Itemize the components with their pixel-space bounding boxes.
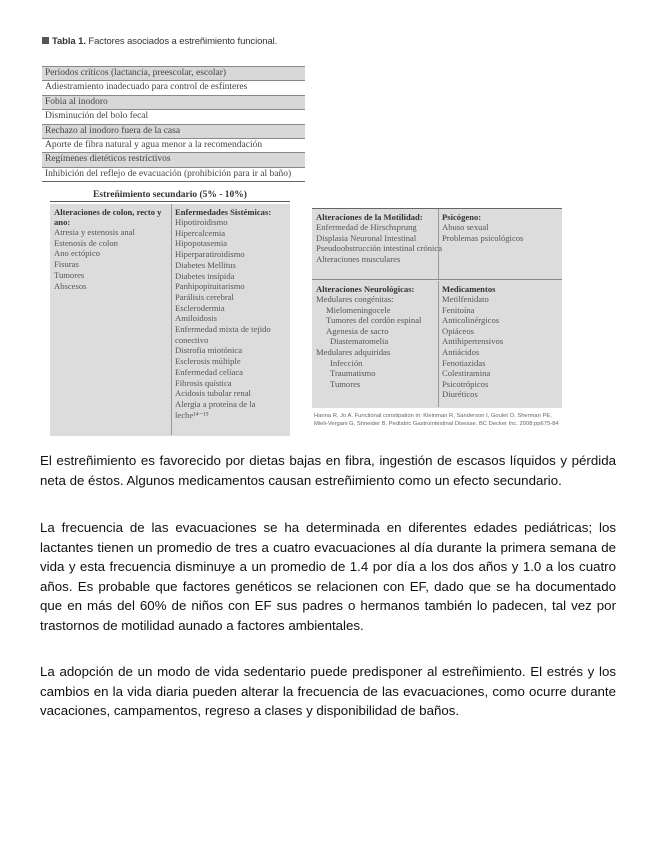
colon-rectum-anus-column	[54, 207, 167, 291]
systemic-disease-item: Enfermedad mixta de tejido conectivo	[175, 324, 271, 345]
psychogenic-item: Abuso sexual	[442, 222, 489, 232]
medication-item: Metilfenidato	[442, 294, 489, 304]
motility-column	[316, 212, 443, 264]
systemic-disease-item: Parálisis cerebral	[175, 291, 234, 302]
systemic-diseases-header: Enfermedades Sistémicas:	[175, 207, 272, 217]
systemic-disease-item: Diabetes insípida	[175, 270, 235, 281]
systemic-diseases-column	[171, 204, 291, 435]
medication-item: Antihipertensivos	[442, 336, 504, 347]
systemic-disease-item: Hiperparatiroidismo	[175, 249, 245, 260]
neuro-item: Tumores del cordón espinal	[326, 315, 422, 326]
motility-item: Enfermedad de Hirschsprung	[316, 222, 417, 232]
systemic-disease-item: Acidosis tubular renal	[175, 388, 251, 399]
risk-factor-row: Adiestramiento inadecuado para control de esfínteres	[42, 80, 305, 94]
motility-item: Alteraciones musculares	[316, 253, 401, 264]
paragraph-2: La frecuencia de las evacuaciones se ha determinada en diferentes edades pediátricas; los lactantes tienen un promedio de tres a cuatro evacuaciones al día durante la primera semana de vida y esta frecuencia disminuye a un promedio de 1.4 por día a los dos años y 1.0 a los cuatro años. Es probable que factores genéticos se relacionen con EF, dado que se ha documentado que en más del 60% de niños con EF sus padres o hermanos también lo padecen, tal vez por trastornos de motilidad aunado a factores ambientales.	[40, 520, 616, 633]
neuro-item: Medulares adquiridas	[316, 346, 391, 357]
risk-factor-row: Disminución del bolo fecal	[42, 109, 305, 123]
risk-factor-row: Rechazo al inodoro fuera de la casa	[42, 124, 305, 138]
caption-square-icon	[42, 37, 49, 44]
colon-condition-item: Atresia y estenosis anal	[54, 227, 135, 237]
secondary-constipation-table	[50, 204, 290, 436]
colon-condition-item: Fisuras	[54, 259, 79, 270]
systemic-disease-item: Diabetes Mellitus	[175, 259, 236, 270]
secondary-table-title: Estreñimiento secundario (5% - 10%)	[50, 190, 290, 202]
motility-item: Displasia Neuronal Intestinal	[316, 232, 417, 243]
neuro-header: Alteraciones Neurológicas:	[316, 284, 415, 294]
motility-neuro-table	[312, 208, 562, 408]
risk-factor-list	[42, 66, 305, 182]
paragraph-3: La adopción de un modo de vida sedentario puede predisponer al estreñimiento. El estrés y los cambios en la vida diaria pueden alterar la frecuencia de las evacuaciones, como ocurre durante vacaciones, campamentos, regreso a clases y disponibilidad de baños.	[40, 664, 616, 719]
neuro-item: Tumores	[330, 378, 361, 389]
paragraph-1: El estreñimiento es favorecido por dietas bajas en fibra, ingestión de escasos líquidos y pérdida neta de éstos. Algunos medicamentos causan estreñimiento como un efecto secundario.	[40, 453, 616, 488]
colon-condition-item: Abscesos	[54, 280, 87, 291]
systemic-disease-item: Alergia a proteína de la leche¹⁴⁻¹⁵	[175, 398, 256, 420]
colon-condition-item: Tumores	[54, 269, 85, 280]
neuro-item: Traumatismo	[330, 368, 376, 379]
risk-factor-row: Aporte de fibra natural y agua menor a la recomendación	[42, 138, 305, 152]
medication-item: Diuréticos	[442, 389, 478, 400]
systemic-disease-item: Hipotiroidismo	[175, 217, 228, 227]
medication-item: Antiácidos	[442, 346, 480, 357]
medication-item: Fenitoína	[442, 304, 475, 315]
colon-condition-item: Ano ectópico	[54, 248, 101, 259]
table-caption-label: Tabla 1.	[52, 36, 86, 47]
medications-column	[438, 281, 558, 407]
systemic-disease-item: Fibrosis quística	[175, 377, 232, 388]
risk-factor-row: Períodos críticos (lactancia, preescolar, escolar)	[42, 66, 305, 80]
neuro-item: Diastematomelia	[330, 336, 389, 347]
neuro-item: Medulares congénitas:	[316, 294, 394, 304]
systemic-disease-item: Distrofia miotónica	[175, 345, 243, 356]
systemic-disease-item: Hipopotasemia	[175, 238, 228, 249]
systemic-disease-item: Enfermedad celíaca	[175, 366, 243, 377]
neuro-item: Agenesia de sacro	[326, 325, 389, 336]
neuro-item: Infección	[330, 357, 363, 368]
medications-header: Medicamentos	[442, 284, 496, 294]
neuro-block	[312, 281, 562, 407]
medication-item: Anticolinérgicos	[442, 315, 500, 326]
colon-rectum-anus-header: Alteraciones de colon, recto y ano:	[54, 207, 162, 227]
colon-condition-item: Estenosis de colon	[54, 237, 118, 248]
neuro-column	[316, 284, 437, 389]
risk-factor-row: Inhibición del reflejo de evacuación (prohibición para ir al baño)	[42, 167, 305, 181]
medication-item: Psicotrópicos	[442, 378, 489, 389]
systemic-disease-item: Amiloidosis	[175, 313, 218, 324]
systemic-disease-item: Hipercalcemia	[175, 227, 226, 238]
medication-item: Opiáceos	[442, 325, 474, 336]
table-citation: Hanna R, Jo A. Functional constipation in: Kleinman R, Sanderson I, Goulet O, Sherman PE, Mieli-Vergani G, Shneider B. Pediatric Gastrointestinal Disease. BC Decker Inc. 2008:pp675-84	[314, 413, 559, 427]
motility-item: Pseudoobstrucción intestinal crónica	[316, 243, 443, 254]
motility-header: Alteraciones de la Motilidad:	[316, 212, 423, 222]
psychogenic-item: Problemas psicológicos	[442, 232, 524, 243]
motility-block	[312, 209, 562, 280]
systemic-disease-item: Esclerosis múltiple	[175, 356, 241, 367]
medication-item: Fenotiazidas	[442, 357, 486, 368]
psychogenic-column	[438, 209, 558, 279]
medication-item: Colestiramina	[442, 368, 491, 379]
risk-factor-row: Regímenes dietéticos restrictivos	[42, 152, 305, 166]
systemic-disease-item: Panhipopituitarismo	[175, 281, 245, 292]
table-caption-text: Factores asociados a estreñimiento funcional.	[88, 36, 278, 47]
systemic-disease-item: Esclerodermia	[175, 302, 225, 313]
neuro-item: Mielomeningocele	[326, 304, 391, 315]
risk-factor-row: Fobia al inodoro	[42, 95, 305, 109]
table-caption	[42, 36, 277, 47]
psychogenic-header: Psicógeno:	[442, 212, 482, 222]
